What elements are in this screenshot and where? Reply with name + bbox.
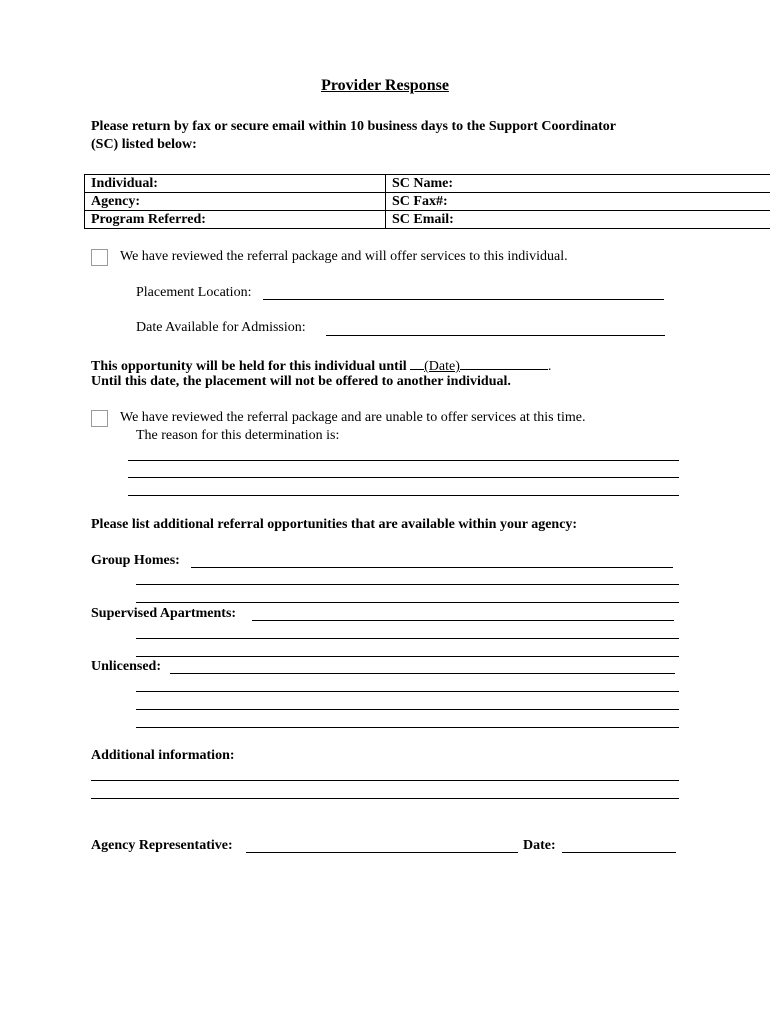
hold-date-field[interactable]: (Date) bbox=[424, 359, 460, 374]
table-row bbox=[85, 193, 770, 211]
unlicensed-field[interactable] bbox=[170, 673, 675, 674]
table-row bbox=[85, 211, 770, 229]
offer-services-label: We have reviewed the referral package and will offer services to this individual. bbox=[120, 249, 568, 264]
unlicensed-line-2[interactable] bbox=[136, 691, 679, 692]
unlicensed-label: Unlicensed: bbox=[91, 659, 161, 674]
group-homes-line-2[interactable] bbox=[136, 584, 679, 585]
signature-date-field[interactable] bbox=[562, 852, 676, 853]
additional-information-heading: Additional information: bbox=[91, 748, 235, 763]
program-referred-field[interactable]: Program Referred: bbox=[85, 211, 386, 229]
date-available-label: Date Available for Admission: bbox=[136, 320, 306, 335]
hold-notice-prefix: This opportunity will be held for this individual until bbox=[91, 359, 407, 374]
reason-label: The reason for this determination is: bbox=[136, 428, 340, 443]
agency-field[interactable]: Agency: bbox=[85, 193, 386, 211]
individual-field[interactable]: Individual: bbox=[85, 175, 386, 193]
agency-representative-field[interactable] bbox=[246, 852, 518, 853]
instructions-line-2: (SC) listed below: bbox=[91, 137, 197, 152]
instructions-line-1: Please return by fax or secure email within 10 business days to the Support Coordinator bbox=[91, 119, 617, 134]
page-title: Provider Response bbox=[321, 77, 449, 94]
placement-location-field[interactable] bbox=[263, 299, 664, 300]
reason-line-2[interactable] bbox=[128, 477, 679, 478]
hold-date-underline-lead bbox=[410, 356, 424, 370]
offer-services-checkbox[interactable] bbox=[91, 249, 108, 266]
hold-notice-suffix: . bbox=[547, 359, 552, 374]
supervised-apartments-line-3[interactable] bbox=[136, 656, 679, 657]
unlicensed-line-3[interactable] bbox=[136, 709, 679, 710]
group-homes-field[interactable] bbox=[191, 567, 673, 568]
supervised-apartments-label: Supervised Apartments: bbox=[91, 606, 237, 621]
additional-information-line-1[interactable] bbox=[91, 780, 679, 781]
sc-email-field[interactable]: SC Email: bbox=[386, 211, 770, 229]
additional-information-line-2[interactable] bbox=[91, 798, 679, 799]
sc-name-field[interactable]: SC Name: bbox=[386, 175, 770, 193]
group-homes-label: Group Homes: bbox=[91, 553, 180, 568]
hold-notice-line-1 bbox=[91, 356, 551, 375]
unlicensed-line-4[interactable] bbox=[136, 727, 679, 728]
additional-opportunities-heading: Please list additional referral opportunities that are available within your agency: bbox=[91, 517, 578, 532]
supervised-apartments-field[interactable] bbox=[252, 620, 674, 621]
reason-line-1[interactable] bbox=[128, 460, 679, 461]
supervised-apartments-line-2[interactable] bbox=[136, 638, 679, 639]
hold-date-underline-tail bbox=[460, 356, 548, 370]
agency-representative-label: Agency Representative: bbox=[91, 838, 233, 853]
referral-info-table bbox=[84, 174, 770, 229]
group-homes-line-3[interactable] bbox=[136, 602, 679, 603]
decline-services-checkbox[interactable] bbox=[91, 410, 108, 427]
sc-fax-field[interactable]: SC Fax#: bbox=[386, 193, 770, 211]
reason-line-3[interactable] bbox=[128, 495, 679, 496]
table-row bbox=[85, 175, 770, 193]
decline-services-label: We have reviewed the referral package and are unable to offer services at this time. bbox=[120, 410, 586, 425]
signature-date-label: Date: bbox=[523, 838, 556, 853]
date-available-field[interactable] bbox=[326, 335, 665, 336]
placement-location-label: Placement Location: bbox=[136, 285, 252, 300]
hold-notice-line-2: Until this date, the placement will not be offered to another individual. bbox=[91, 374, 511, 389]
